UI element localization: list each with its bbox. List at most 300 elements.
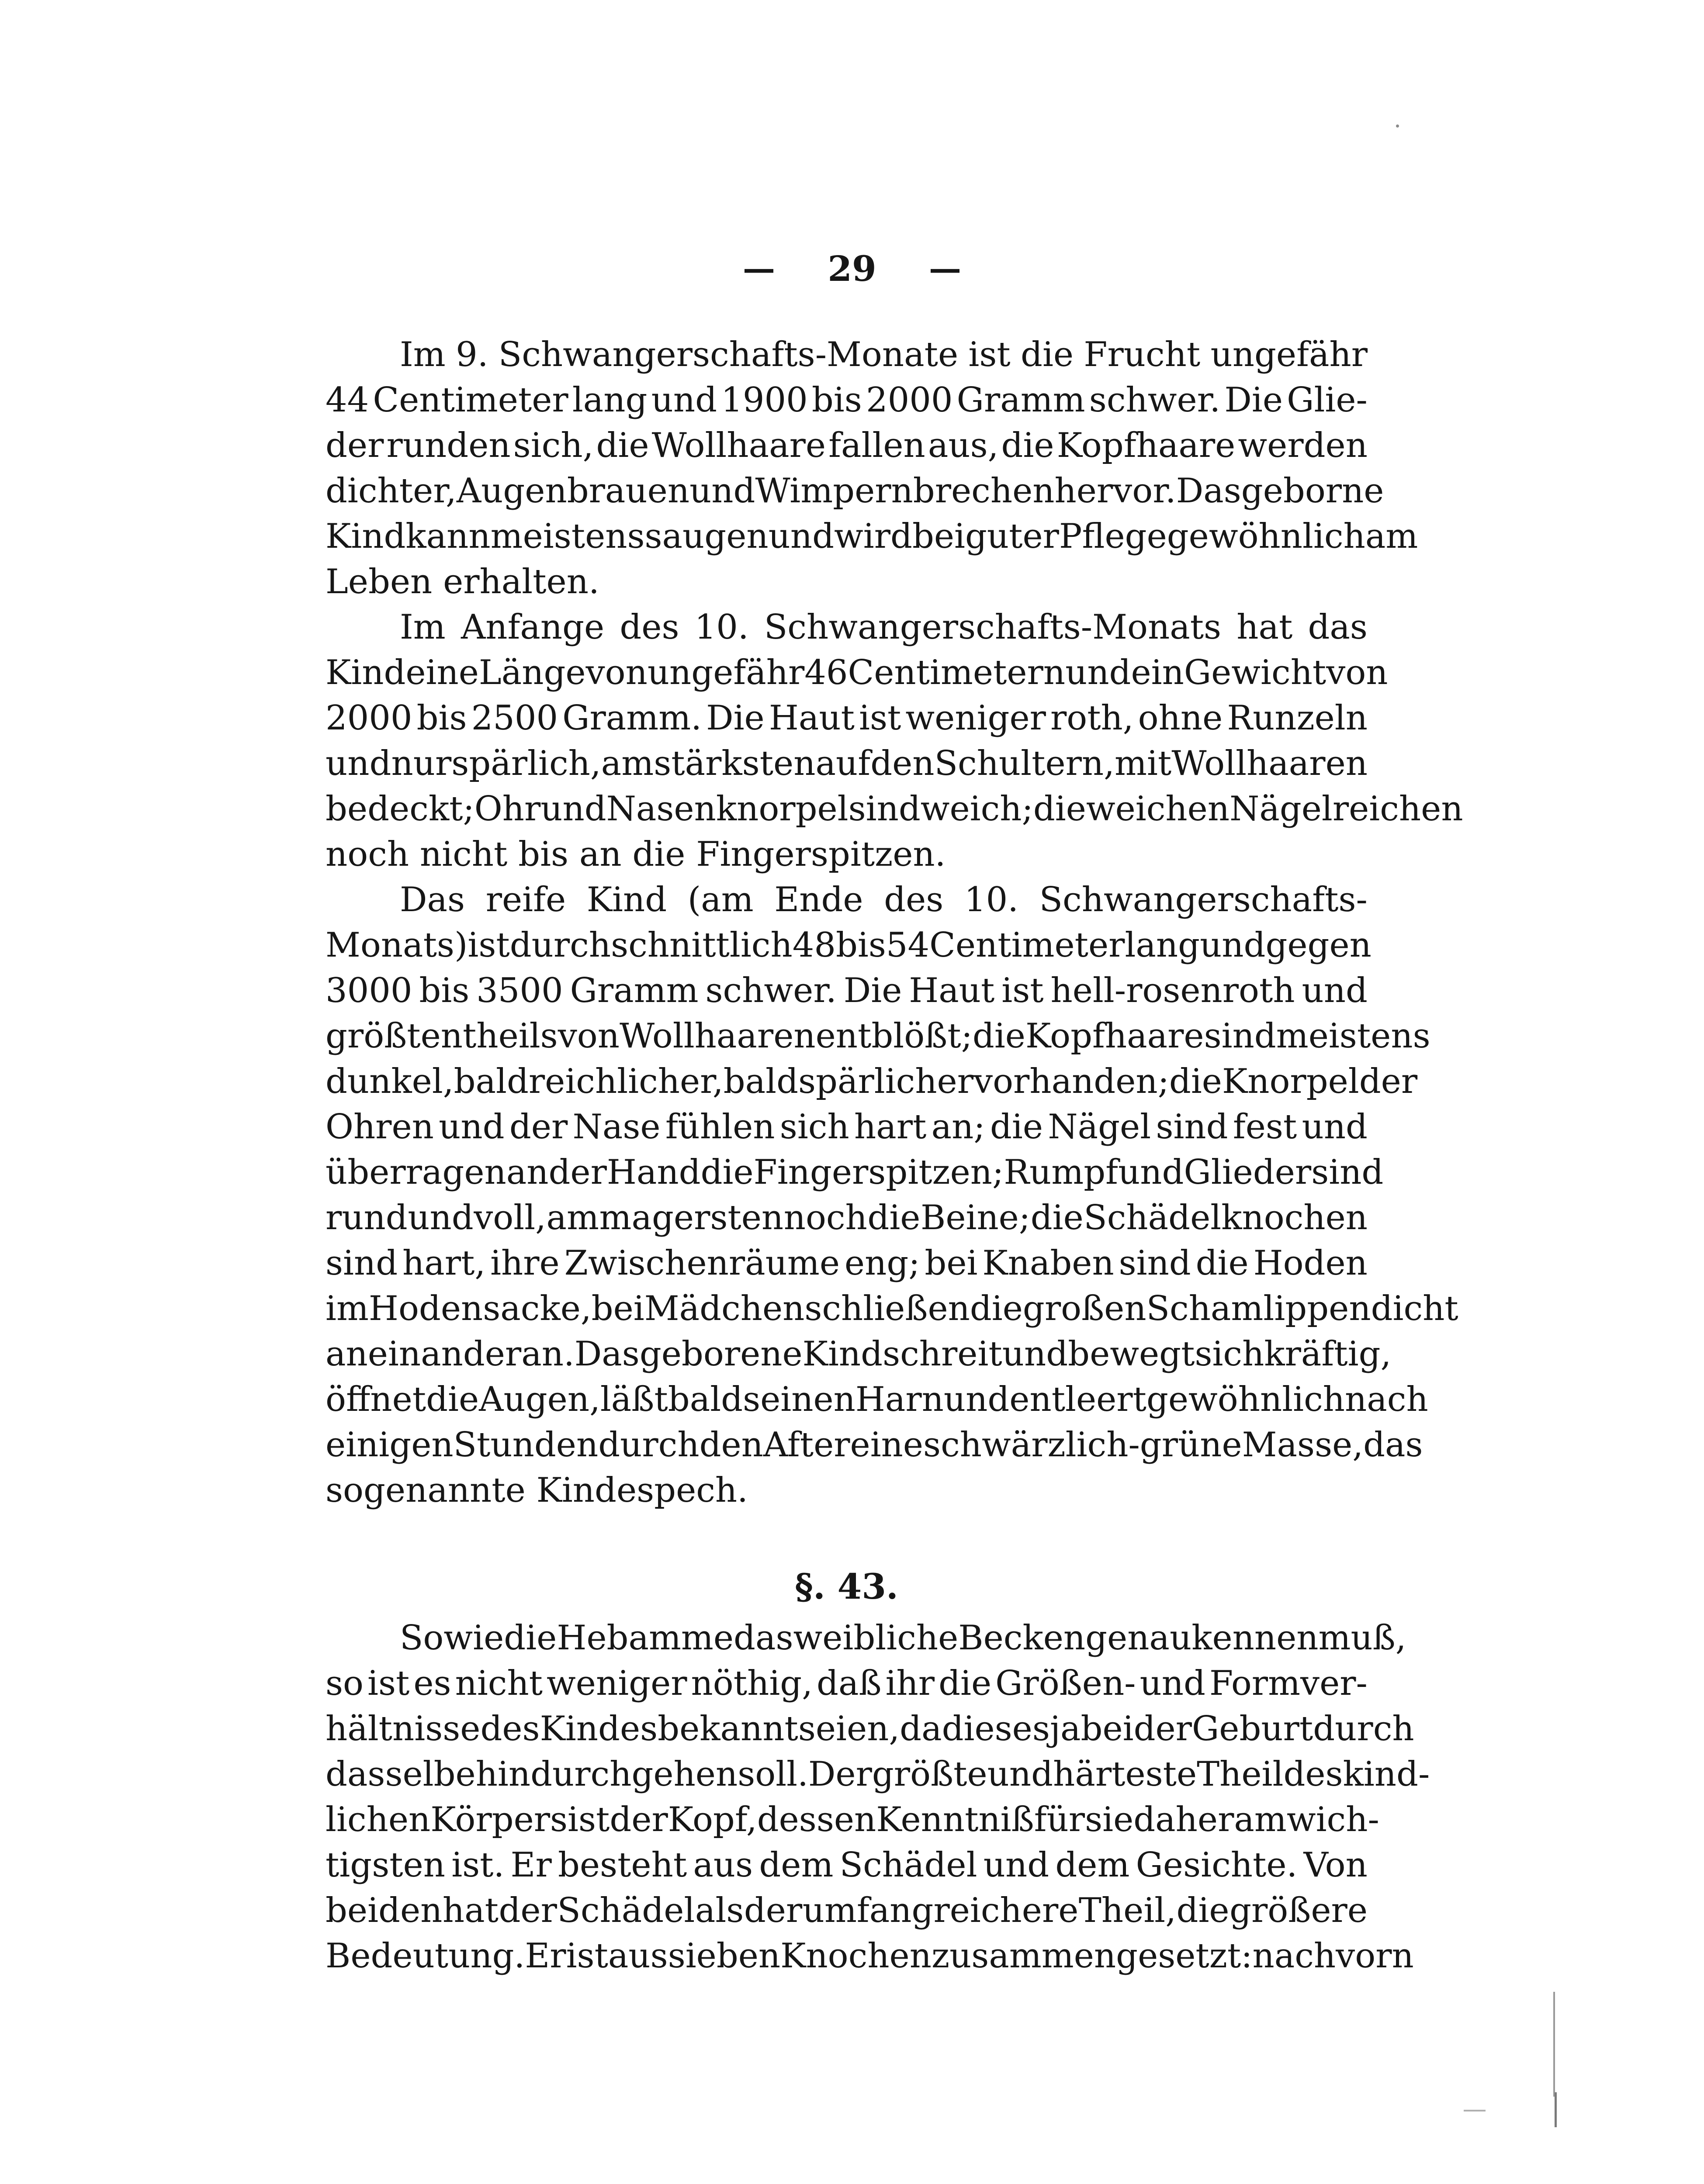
word: hältnisse <box>326 1709 481 1749</box>
word: Der <box>808 1755 872 1794</box>
word: größtentheils <box>326 1016 558 1056</box>
scan-speck <box>1396 124 1399 128</box>
word: meistens <box>1276 1016 1430 1056</box>
word: nach <box>1252 1936 1336 1976</box>
word: eng; <box>844 1244 920 1283</box>
word: Knochen <box>780 1936 932 1976</box>
word: bald <box>668 1380 743 1419</box>
word: Zwischenräume <box>564 1244 840 1283</box>
word: fest <box>1233 1107 1297 1147</box>
word: und <box>540 789 606 829</box>
word: ja <box>1049 1709 1081 1749</box>
word: spärlich, <box>451 744 601 783</box>
word: Haut <box>909 971 995 1010</box>
word: besteht <box>558 1845 687 1885</box>
word: genau <box>1085 1618 1192 1658</box>
word: von <box>558 1016 620 1056</box>
word: und <box>1002 1334 1068 1374</box>
page-number-dash-left: — <box>743 250 775 287</box>
word: der <box>548 1153 607 1192</box>
word: überragen <box>326 1153 506 1192</box>
word: die <box>1030 1198 1084 1237</box>
word: lang <box>1125 926 1200 965</box>
word: bis <box>811 380 862 420</box>
word: und <box>987 1755 1053 1794</box>
word: Er <box>525 1936 566 1976</box>
word: bei <box>1081 1709 1134 1749</box>
word: Die <box>843 971 902 1010</box>
word: tigsten <box>326 1845 445 1885</box>
word: Stunden <box>453 1425 599 1465</box>
word: nach <box>1345 1380 1428 1419</box>
word: Formver- <box>1209 1664 1368 1703</box>
word: des <box>1283 1755 1343 1794</box>
word: sieben <box>668 1936 781 1976</box>
word: bis <box>419 971 470 1010</box>
text-line <box>326 1797 1379 1842</box>
word: Kind <box>586 880 667 919</box>
word: durch <box>598 1425 700 1465</box>
word: bei <box>912 517 965 556</box>
word: Gewicht <box>1184 653 1326 692</box>
word: und <box>943 1380 1010 1419</box>
word: des <box>620 608 679 647</box>
word: ohne <box>1138 698 1223 738</box>
word: 44 <box>326 380 369 420</box>
word: magersten <box>599 1198 784 1237</box>
word: Kopfhaare <box>1056 426 1236 465</box>
word: 2000 <box>326 698 412 738</box>
word: es <box>413 1664 451 1703</box>
text-line <box>326 1933 1414 1979</box>
text-line <box>326 1842 1368 1888</box>
word: Die <box>1224 380 1283 420</box>
word: und <box>408 1198 474 1237</box>
word: gewöhnlich <box>1146 1380 1345 1419</box>
word: Becken <box>958 1618 1086 1658</box>
word: der <box>610 1800 668 1839</box>
word: seien, <box>798 1709 900 1749</box>
word: und <box>1139 1664 1205 1703</box>
word: kann <box>405 517 491 556</box>
word: durch <box>1313 1709 1414 1749</box>
word: kind- <box>1343 1755 1430 1794</box>
word: hart, <box>402 1244 486 1283</box>
word: Im <box>400 335 446 374</box>
word: Rumpf <box>1004 1153 1119 1192</box>
word: bewegt <box>1068 1334 1195 1374</box>
word: Kind <box>326 653 406 692</box>
word: gegen <box>1265 926 1372 965</box>
word: Ohr <box>474 789 541 829</box>
word: Glieder <box>1184 1153 1312 1192</box>
word: runden <box>386 426 511 465</box>
word: Knaben <box>982 1244 1114 1283</box>
word: spärlicher <box>798 1062 974 1101</box>
word: Er <box>510 1845 552 1885</box>
scan-edge-mark <box>1555 2092 1557 2127</box>
word: Nägel <box>1230 789 1333 829</box>
line-text: sogenannte Kindespech. <box>326 1471 748 1510</box>
word: Masse, <box>1242 1425 1364 1465</box>
word: das <box>734 1618 793 1658</box>
word: ist <box>468 926 510 965</box>
word: seinen <box>743 1380 855 1419</box>
word: und <box>651 380 717 420</box>
word: am <box>1365 517 1418 556</box>
page-text <box>326 332 1463 1979</box>
word: großen <box>1022 1289 1146 1328</box>
word: Gramm <box>570 971 699 1010</box>
word: den <box>699 1425 763 1465</box>
word: die <box>426 1380 479 1419</box>
word: Wimpern <box>755 471 913 511</box>
word: Das <box>1176 471 1241 511</box>
word: reichlicher, <box>528 1062 724 1101</box>
word: dem <box>759 1845 834 1885</box>
word: zusammengesetzt: <box>931 1936 1253 1976</box>
word: und <box>983 1845 1049 1885</box>
word: reichen <box>1332 789 1463 829</box>
word: geborne <box>1241 471 1384 511</box>
line-text: Leben erhalten. <box>326 562 599 601</box>
text-line <box>400 877 1368 923</box>
word: schließen <box>804 1289 970 1328</box>
word: bei <box>591 1289 644 1328</box>
word: Die <box>706 698 765 738</box>
word: Beine; <box>921 1198 1031 1237</box>
word: am <box>546 1198 599 1237</box>
word: und <box>439 1107 505 1147</box>
word: voll, <box>474 1198 546 1237</box>
word: entleert <box>1009 1380 1146 1419</box>
word: ist <box>1001 971 1044 1010</box>
word: Haut <box>769 698 855 738</box>
scan-edge-mark <box>1553 1992 1555 2097</box>
word: Wollhaaren <box>1171 744 1368 783</box>
word: schwer. <box>705 971 837 1010</box>
word: weibliche <box>793 1618 959 1658</box>
word: So <box>400 1618 444 1658</box>
page-number-value: 29 <box>828 248 876 289</box>
word: bald <box>454 1062 529 1101</box>
word: soll. <box>738 1755 808 1794</box>
word: Hodensacke, <box>368 1289 592 1328</box>
word: des <box>480 1709 540 1749</box>
word: weichen <box>1086 789 1230 829</box>
word: Wollhaare <box>651 426 826 465</box>
word: wird <box>834 517 912 556</box>
word: werden <box>1238 426 1368 465</box>
word: Schwangerschafts-Monate <box>498 335 959 374</box>
word: schreit <box>883 1334 1002 1374</box>
word: Gramm. <box>562 698 702 738</box>
word: sich <box>779 1107 849 1147</box>
word: ist <box>568 1800 610 1839</box>
word: umfangreichere <box>802 1891 1079 1930</box>
word: Schwangerschafts- <box>1039 880 1368 919</box>
word: vorn <box>1336 1936 1414 1976</box>
word: der <box>1359 1062 1418 1101</box>
word: Kopf, <box>668 1800 757 1839</box>
word: dichter, <box>326 471 457 511</box>
word: weniger <box>905 698 1046 738</box>
word: Harn <box>855 1380 944 1419</box>
word: öffnet <box>326 1380 426 1419</box>
word: Runzeln <box>1227 698 1368 738</box>
word: reife <box>485 880 566 919</box>
word: beiden <box>326 1891 443 1930</box>
word: an; <box>931 1107 985 1147</box>
word: 9. <box>456 335 488 374</box>
word: Mädchen <box>644 1289 805 1328</box>
word: ist <box>367 1664 410 1703</box>
word: Schwangerschafts-Monats <box>764 608 1222 647</box>
word: Das <box>574 1334 640 1374</box>
word: sind <box>1311 1153 1384 1192</box>
paragraph-1 <box>326 332 1418 605</box>
word: nicht <box>455 1664 543 1703</box>
word: noch <box>783 1198 867 1237</box>
text-line <box>326 1377 1428 1422</box>
word: bis <box>835 926 886 965</box>
word: und <box>1065 653 1131 692</box>
word: Centimetern <box>848 653 1066 692</box>
word: Centimeter <box>373 380 568 420</box>
word: Gramm <box>956 380 1085 420</box>
word: gewöhnlich <box>1167 517 1365 556</box>
word: das <box>1308 608 1368 647</box>
word: Ende <box>774 880 863 919</box>
word: und <box>689 471 755 511</box>
word: ungefähr <box>647 653 805 692</box>
word: Bedeutung. <box>326 1936 525 1976</box>
word: brechen <box>913 471 1055 511</box>
word: und <box>1302 1107 1368 1147</box>
word: 3000 <box>326 971 412 1010</box>
word: und <box>768 517 835 556</box>
word: ihr <box>885 1664 935 1703</box>
word: Nägel <box>1048 1107 1151 1147</box>
text-line <box>326 1468 1368 1513</box>
word: wie <box>443 1618 504 1658</box>
word: Nasenknorpel <box>606 789 849 829</box>
word: Theil <box>1197 1755 1284 1794</box>
word: sind <box>1156 1107 1228 1147</box>
text-line <box>326 1331 1392 1377</box>
word: saugen <box>644 517 769 556</box>
text-line <box>326 423 1368 468</box>
word: 2000 <box>866 380 953 420</box>
word: Nase <box>572 1107 661 1147</box>
word: Von <box>1303 1845 1368 1885</box>
word: daß <box>817 1664 882 1703</box>
word: muß, <box>1318 1618 1406 1658</box>
word: eine <box>850 1425 924 1465</box>
word: mit <box>1115 744 1172 783</box>
word: hindurchgehen <box>475 1755 738 1794</box>
text-line <box>326 968 1368 1013</box>
word: der <box>744 1891 803 1930</box>
word: lichen <box>326 1800 431 1839</box>
word: kräftig, <box>1264 1334 1392 1374</box>
word: Theil, <box>1078 1891 1177 1930</box>
word: von <box>1326 653 1388 692</box>
word: Frucht <box>1084 335 1201 374</box>
word: da <box>900 1709 942 1749</box>
word: Kenntniß <box>876 1800 1034 1839</box>
word: schwärzlich-grüne <box>923 1425 1242 1465</box>
word: sie <box>1085 1800 1134 1839</box>
paragraph-3 <box>326 877 1458 1513</box>
word: nur <box>391 744 452 783</box>
word: die <box>867 1198 921 1237</box>
word: sind <box>1119 1244 1191 1283</box>
word: der <box>1133 1709 1192 1749</box>
word: 46 <box>804 653 848 692</box>
word: im <box>326 1289 369 1328</box>
word: die <box>1033 789 1086 829</box>
word: hat <box>1236 608 1293 647</box>
word: stärksten <box>654 744 816 783</box>
word: und <box>1118 1153 1184 1192</box>
word: des <box>884 880 944 919</box>
word: hart <box>854 1107 927 1147</box>
word: wich- <box>1286 1800 1379 1839</box>
word: am <box>1234 1800 1287 1839</box>
word: weniger <box>547 1664 687 1703</box>
word: die <box>596 426 649 465</box>
word: größere <box>1230 1891 1368 1930</box>
word: und <box>326 744 391 783</box>
text-line <box>326 1286 1458 1331</box>
word: die <box>1176 1891 1230 1930</box>
word: bedeckt; <box>326 789 474 829</box>
word: guter <box>965 517 1059 556</box>
text-line <box>326 1195 1368 1241</box>
word: Knorpel <box>1222 1062 1359 1101</box>
word: kennen <box>1191 1618 1319 1658</box>
text-line <box>326 1706 1414 1752</box>
word: Größen- <box>995 1664 1136 1703</box>
word: einander <box>367 1334 522 1374</box>
word: an. <box>521 1334 575 1374</box>
text-line <box>400 332 1368 377</box>
word: After <box>763 1425 850 1465</box>
word: Im <box>400 608 446 647</box>
word: aus, <box>928 426 999 465</box>
word: bei <box>925 1244 978 1283</box>
word: an <box>326 1334 368 1374</box>
text-line <box>326 1013 1430 1059</box>
word: die <box>1195 1244 1249 1283</box>
word: Gesichte. <box>1136 1845 1298 1885</box>
word: Hoden <box>1253 1244 1368 1283</box>
text-line <box>326 1888 1368 1933</box>
word: sind <box>326 1244 398 1283</box>
word: Schädel <box>839 1845 977 1885</box>
word: dieses <box>942 1709 1050 1749</box>
word: und <box>1200 926 1266 965</box>
word: dasselbe <box>326 1755 476 1794</box>
word: Das <box>400 880 465 919</box>
word: rund <box>326 1198 408 1237</box>
word: Ohren <box>326 1107 434 1147</box>
word: Schädel <box>557 1891 695 1930</box>
word: Anfange <box>461 608 605 647</box>
word: Schädelknochen <box>1084 1198 1368 1237</box>
word: die <box>504 1618 557 1658</box>
scan-dash-mark <box>1464 2110 1486 2111</box>
word: Schamlippen <box>1146 1289 1371 1328</box>
word: hervor. <box>1054 471 1176 511</box>
word: ein <box>1131 653 1184 692</box>
word: Kind <box>326 517 406 556</box>
text-line <box>326 1422 1423 1468</box>
word: den <box>870 744 935 783</box>
word: der <box>499 1891 557 1930</box>
word: dicht <box>1371 1289 1458 1328</box>
word: Länge <box>478 653 586 692</box>
word: Kind <box>802 1334 883 1374</box>
word: Fingerspitzen; <box>753 1153 1004 1192</box>
word: aus <box>693 1845 753 1885</box>
word: vorhanden; <box>973 1062 1169 1101</box>
word: ist <box>968 335 1011 374</box>
word: Hand <box>606 1153 701 1192</box>
word: Pflege <box>1059 517 1167 556</box>
word: auf <box>815 744 871 783</box>
word: nöthig, <box>691 1664 813 1703</box>
paragraph-2 <box>326 605 1463 877</box>
word: durchschnittlich <box>509 926 793 965</box>
word: sind <box>848 789 921 829</box>
text-line <box>326 923 1372 968</box>
word: die <box>990 1107 1043 1147</box>
word: bis <box>416 698 467 738</box>
word: geborene <box>639 1334 803 1374</box>
word: 2500 <box>471 698 558 738</box>
word: 10. <box>964 880 1018 919</box>
text-line <box>326 1752 1430 1797</box>
word: Geburt <box>1191 1709 1313 1749</box>
word: Glie- <box>1287 380 1368 420</box>
word: härteste <box>1053 1755 1197 1794</box>
section-heading: §. 43. <box>795 1566 898 1607</box>
word: (am <box>687 880 754 919</box>
text-line <box>326 468 1384 514</box>
word: sind <box>1204 1016 1276 1056</box>
word: einigen <box>326 1425 454 1465</box>
text-line <box>326 741 1368 786</box>
page-number <box>743 245 961 293</box>
word: die <box>1169 1062 1222 1101</box>
text-line <box>326 514 1418 559</box>
word: ist. <box>451 1845 505 1885</box>
word: hat <box>442 1891 499 1930</box>
word: der <box>326 426 384 465</box>
word: Schultern, <box>934 744 1115 783</box>
word: weich; <box>920 789 1033 829</box>
word: dessen <box>757 1800 876 1839</box>
word: Kopfhaare <box>1025 1016 1204 1056</box>
word: 3500 <box>476 971 563 1010</box>
word: ist <box>566 1936 608 1976</box>
word: aus <box>608 1936 668 1976</box>
word: Augen, <box>479 1380 600 1419</box>
word: fallen <box>828 426 925 465</box>
text-line <box>326 786 1463 832</box>
